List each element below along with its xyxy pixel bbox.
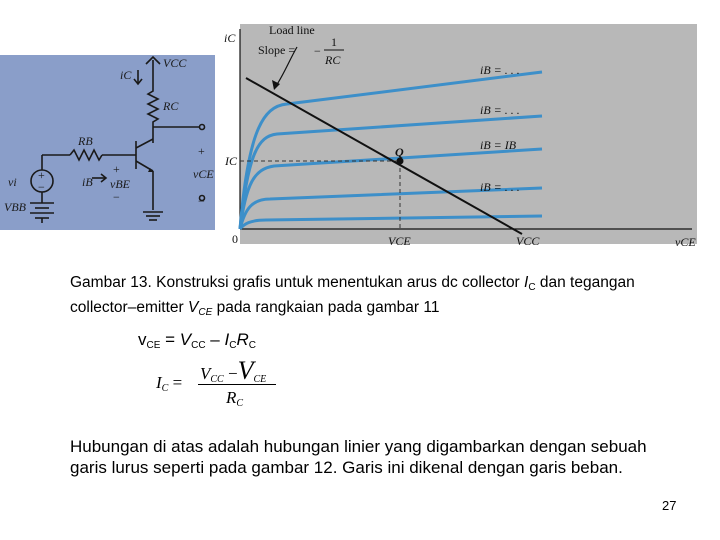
eq1-equals: = xyxy=(160,330,180,349)
eq2-den-r: R xyxy=(226,388,237,407)
caption-middle: dan tegangan collector–emitter xyxy=(70,274,635,316)
eq1-v-sub: CE xyxy=(146,340,161,351)
minus-vi: − xyxy=(38,180,45,194)
eq1-r: R xyxy=(236,330,249,349)
y-axis-label: iC xyxy=(224,31,236,45)
body-paragraph: Hubungan di atas adalah hubungan linier yang digambarkan dengan sebuah garis lurus seperti pada gambar 12. Garis ini dikenal dengan garis beban. xyxy=(70,437,647,477)
minus-vbe: − xyxy=(113,190,120,204)
eq1-r-sub: C xyxy=(248,340,256,351)
curve-label-2: iB = . . . xyxy=(480,103,520,117)
eq2-lhs-var: I xyxy=(156,373,162,392)
page-number: 27 xyxy=(662,498,677,513)
eq2-num-big-v: V xyxy=(237,356,254,385)
eq2-lhs-sub: C xyxy=(161,383,169,394)
equation-ic-fraction xyxy=(150,356,300,416)
eq2-num-v-sub: CC xyxy=(210,374,224,385)
caption-ic-var: I xyxy=(524,274,529,291)
curve-label-1: iB = . . . xyxy=(480,63,520,77)
figure-caption xyxy=(70,273,670,323)
eq1-minus: – xyxy=(205,330,225,349)
eq2-num-big-v-sub: CE xyxy=(253,374,267,385)
eq2-den-r-sub: C xyxy=(236,398,244,409)
eq1-i-sub: C xyxy=(229,340,237,351)
minus-vce: − xyxy=(198,194,205,208)
label-rc: RC xyxy=(163,99,179,113)
bjt-circuit-diagram xyxy=(0,55,215,230)
ic-marker: IC xyxy=(225,154,237,168)
plus-vi: + xyxy=(38,168,45,182)
slope-label: Slope = xyxy=(258,43,296,57)
graph-background xyxy=(240,24,697,244)
label-vi: vi xyxy=(8,175,17,189)
eq2-numerator xyxy=(200,356,266,386)
label-ib: iB xyxy=(82,175,93,189)
eq1-v: v xyxy=(138,330,147,349)
plus-vbe: + xyxy=(113,162,120,176)
eq1-vcc: V xyxy=(179,330,192,349)
eq2-denominator xyxy=(226,388,243,409)
load-line-graph xyxy=(222,24,697,252)
curve-label-4: iB = . . . xyxy=(480,180,520,194)
caption-ic-sub: C xyxy=(528,282,536,293)
slope-minus: − xyxy=(314,44,321,58)
label-rb: RB xyxy=(78,134,93,148)
plus-vce: + xyxy=(198,144,205,158)
vce-marker: VCE xyxy=(388,234,411,248)
vcc-marker: VCC xyxy=(516,234,540,248)
eq2-equals: = xyxy=(168,373,183,392)
origin-label: 0 xyxy=(232,232,238,246)
caption-suffix: pada rangkaian pada gambar 11 xyxy=(212,299,440,316)
eq1-i: I xyxy=(224,330,230,349)
caption-prefix: Gambar 13. Konstruksi grafis untuk menentukan arus dc collector xyxy=(70,274,525,291)
label-vbe: vBE xyxy=(110,177,130,191)
slope-denominator: RC xyxy=(325,53,341,67)
slope-numerator: 1 xyxy=(331,35,337,49)
q-label: Q xyxy=(395,145,404,159)
eq1-vcc-sub: CC xyxy=(191,340,206,351)
eq2-fraction-bar xyxy=(198,384,276,385)
label-ic: iC xyxy=(120,68,132,82)
eq2-num-v: V xyxy=(200,364,211,383)
eq2-lhs xyxy=(156,373,182,394)
x-axis-label: vCE xyxy=(675,235,696,249)
curve-label-3: iB = IB xyxy=(480,138,517,152)
load-line-label: Load line xyxy=(269,24,315,37)
eq2-num-minus: − xyxy=(223,364,238,383)
caption-vce-sub: CE xyxy=(198,307,213,318)
caption-vce-var: V xyxy=(188,299,199,316)
equation-vce xyxy=(138,330,256,351)
label-vce: vCE xyxy=(193,167,214,181)
label-vcc: VCC xyxy=(163,56,187,70)
label-vbb: VBB xyxy=(4,200,26,214)
